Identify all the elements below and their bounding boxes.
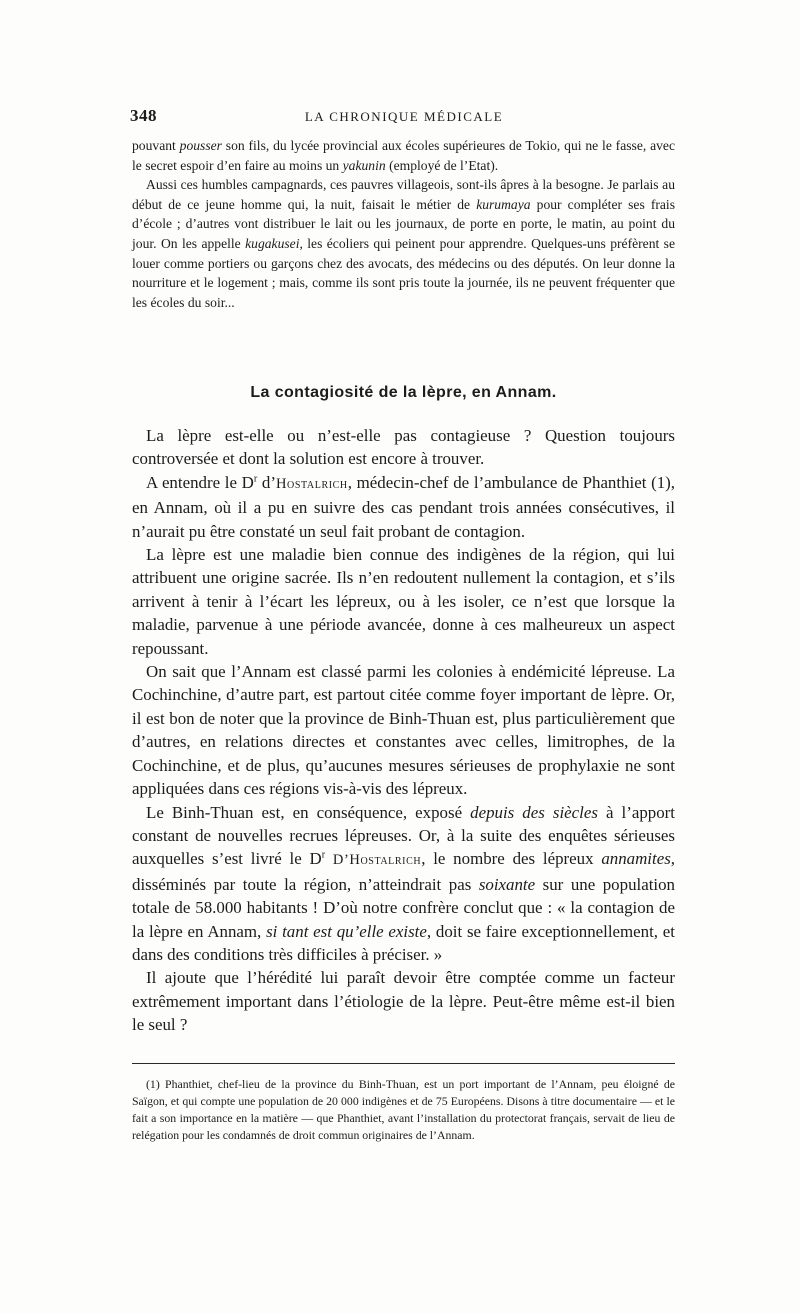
superscript: r xyxy=(321,849,326,861)
text-run: , les écoliers qui peinent pour apprendre. Quelques-uns préfèrent se louer comme portiers ou garçons chez des avocats, des médecins ou des députés. On leur donne la nourriture et le logement ; mais, comme ils sont pris toute la journée, ils ne peuvent fréquenter que les écoles du soir... xyxy=(132,235,675,310)
author-name: Hostalrich xyxy=(275,475,348,492)
footnote xyxy=(132,1076,675,1144)
italic-run: depuis des siècles xyxy=(470,802,598,822)
article-paragraph-2 xyxy=(132,471,675,543)
intro-paragraph-2 xyxy=(132,175,675,312)
text-run xyxy=(325,849,333,868)
footnote-text: (1) Phanthiet, chef-lieu de la province du Binh-Thuan, est un port important de l’Annam, peu éloigné de Saïgon, et qui compte une population de 20 000 indigènes et de 75 Européens. Disons à titre documentaire — et le fait a son importance en la matière — que Phanthiet, avant l’installation du protectorat français, servait de lieu de relégation pour les condamnés de droit commun originaires de l’Annam. xyxy=(132,1077,675,1142)
text-run: son fils, du lycée provincial aux écoles supérieures de Tokio, qui ne le fasse, avec le secret espoir d’en faire au moins un xyxy=(132,138,675,173)
text-run: , médecin-chef de l’ambulance de Phanthiet (1), en Annam, où il a pu en suivre des cas pendant trois années consécutives, il n’aurait pu être constaté un seul fait probant de contagion. xyxy=(132,472,675,541)
footnote-divider xyxy=(132,1063,675,1064)
page-number: 348 xyxy=(130,106,157,125)
italic-run: annamites xyxy=(601,849,671,869)
text-run: , le nombre des lépreux xyxy=(421,849,602,869)
text-run: sur une population totale de 58.000 habitants ! D’où notre confrère conclut que : « la contagion de la lèpre en Annam, xyxy=(132,874,675,941)
article-paragraph-1: La lèpre est-elle ou n’est-elle pas contagieuse ? Question toujours controversée et dont la solution est encore à trouver. xyxy=(132,426,675,469)
text-run: pour compléter ses frais d’école ; d’autres vont distribuer le lait ou les journaux, de porte en porte, le matin, au point du jour. On les appelle xyxy=(132,196,675,251)
italic-run: si tant est qu’elle existe xyxy=(266,921,427,941)
intro-paragraph-1 xyxy=(132,136,675,175)
italic-run: pousser xyxy=(179,138,222,153)
text-run: Le Binh-Thuan est, en conséquence, exposé xyxy=(146,802,471,822)
author-name: D’Hostalrich xyxy=(332,852,422,869)
text-run: pouvant xyxy=(132,138,180,153)
article-paragraph-3: La lèpre est une maladie bien connue des indigènes de la région, qui lui attribuent une origine sacrée. Ils n’en redoutent nullement la contagion, et s’ils arrivent à tenir à l’écart les lépreux, ou à les isoler, ce n’est que lorsque la maladie, parvenue à une période avancée, donne à ces malheureux un aspect repoussant. xyxy=(132,545,675,658)
italic-run: yakunin xyxy=(342,157,386,173)
section-title: La contagiosité de la lèpre, en Annam. xyxy=(250,384,557,401)
italic-run: kugakusei xyxy=(245,235,300,251)
text-run: , disséminés par toute la région, n’atteindrait pas xyxy=(132,849,675,894)
text-run: , doit se faire exceptionnellement, et dans des conditions très difficiles à préciser. » xyxy=(132,921,675,964)
intro-text xyxy=(132,136,675,312)
text-run: à l’apport constant de nouvelles recrues lépreuses. Or, à la suite des enquêtes sérieuses auxquelles s’est livré le D xyxy=(132,802,675,869)
text-run: A entendre le D xyxy=(146,472,254,492)
article-paragraph-4: On sait que l’Annam est classé parmi les colonies à endémicité lépreuse. La Cochinchine, d’autre part, est partout citée comme foyer important de lèpre. Or, il est bon de noter que la province de Binh-Thuan est, plus particulièrement que d’autres, en relations directes et constantes avec celles, limitrophes, de la Cochinchine, et de plus, qu’aucunes mesures sérieuses de prophylaxie ne sont appliquées dans ces régions vis-à-vis des lépreux. xyxy=(132,662,675,799)
text-run: (employé de l’Etat). xyxy=(385,157,499,173)
italic-run: kurumaya xyxy=(476,196,531,212)
text-run: Aussi ces humbles campagnards, ces pauvres villageois, sont-ils âpres à la besogne. Je parlais au début de ce jeune homme qui, la nuit, faisait le métier de xyxy=(132,177,675,212)
superscript: r xyxy=(253,473,258,485)
running-title: LA CHRONIQUE MÉDICALE xyxy=(304,109,504,124)
article-paragraph-6: Il ajoute que l’hérédité lui paraît devoir être comptée comme un facteur extrêmement important dans l’étiologie de la lèpre. Peut-être même est-il bien le seul ? xyxy=(132,968,675,1035)
italic-run: soixante xyxy=(478,874,536,894)
page-header xyxy=(130,106,678,128)
article-paragraph-5 xyxy=(132,801,675,967)
text-run: d’ xyxy=(257,472,276,492)
article-body xyxy=(132,424,675,1037)
